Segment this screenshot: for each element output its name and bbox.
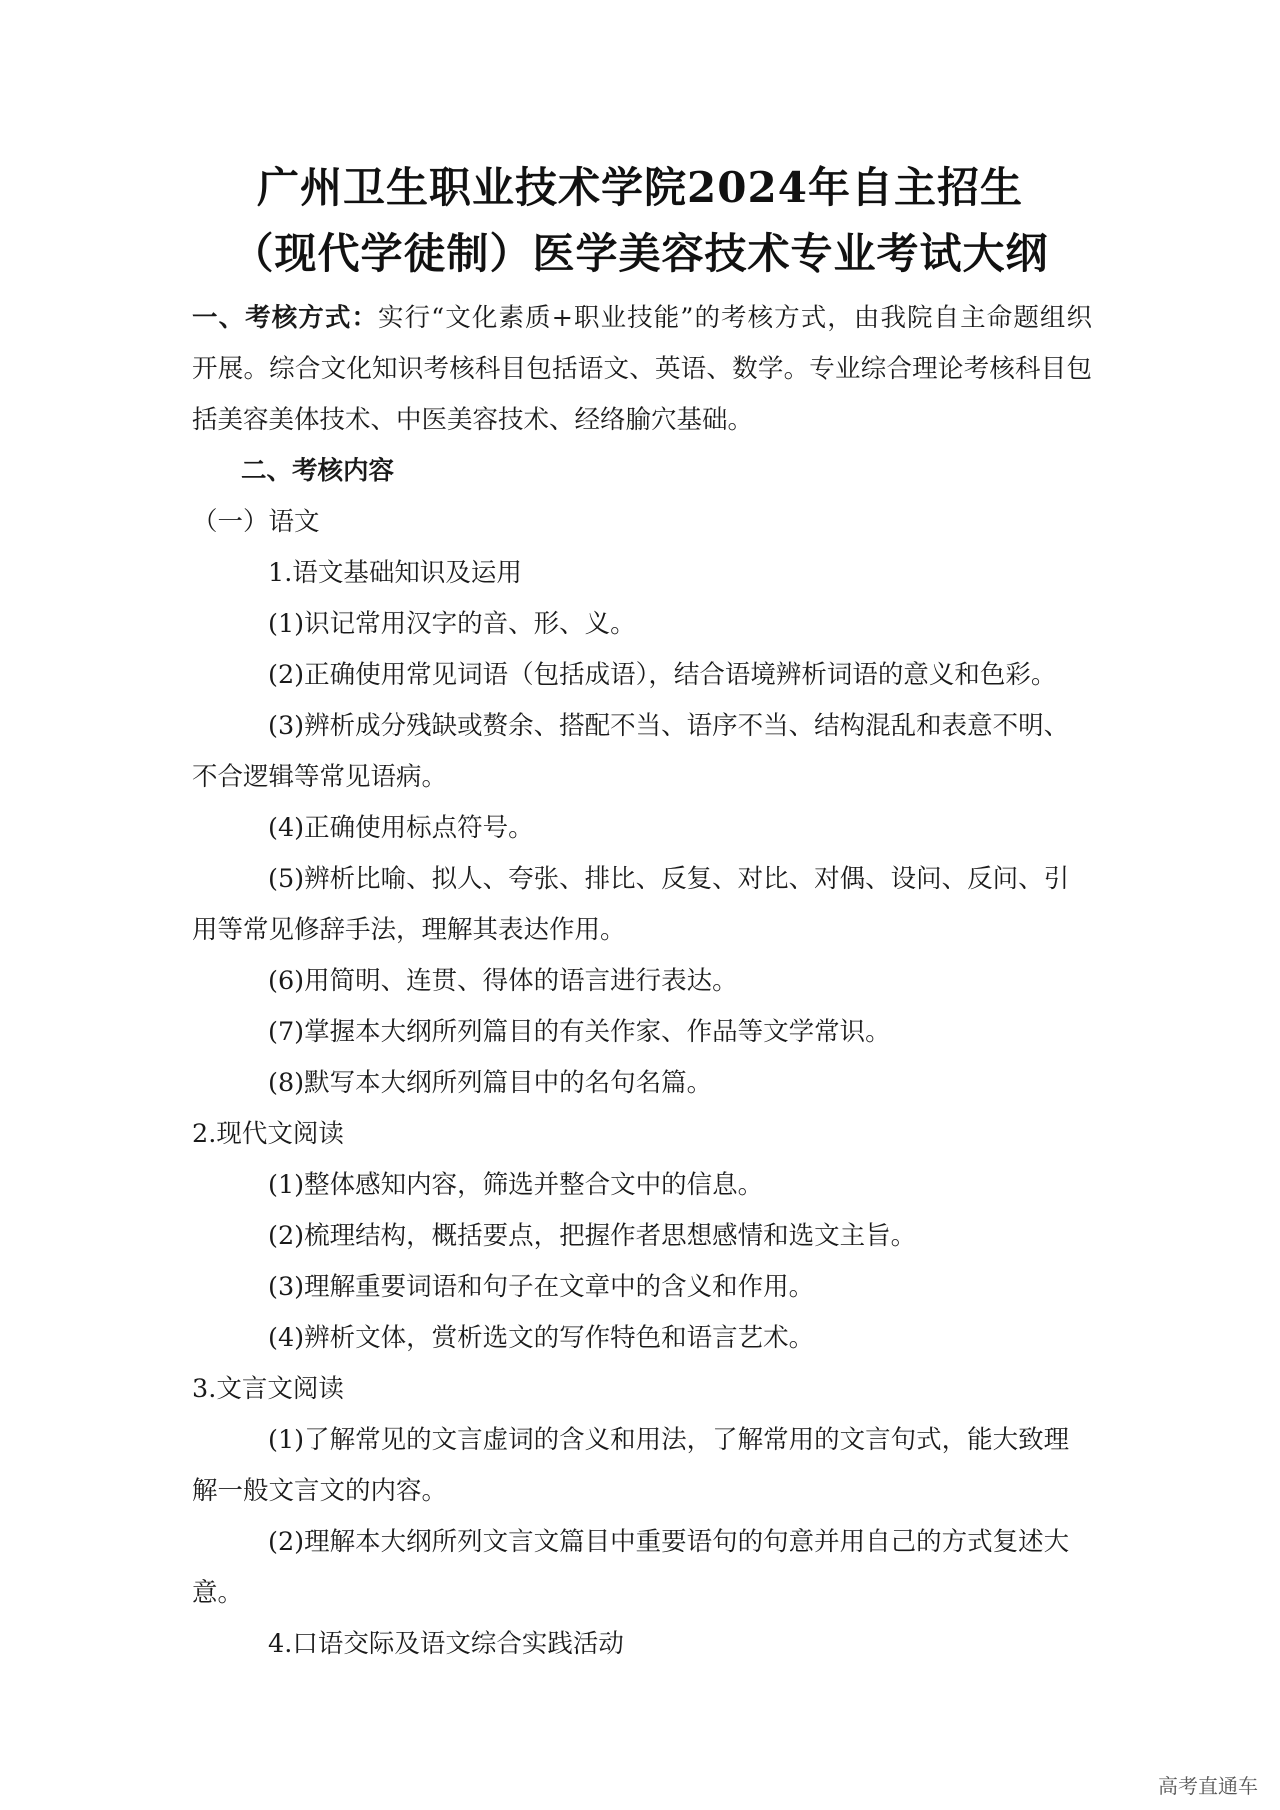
part-2-item-2: (2)梳理结构，概括要点，把握作者思想感情和选文主旨。 — [268, 1221, 917, 1251]
section-1-label: 一、考核方式： — [192, 303, 379, 333]
chinese-heading: （一）语文 — [192, 507, 320, 537]
part-1-item-1: (1)识记常用汉字的音、形、义。 — [268, 609, 636, 639]
section-1-line-1-text: 实行“文化素质+职业技能”的考核方式，由我院自主命题组织 — [378, 303, 1092, 333]
part-1-item-3: (3)辨析成分残缺或赘余、搭配不当、语序不当、结构混乱和表意不明、 — [268, 711, 1070, 741]
part-1-item-4: (4)正确使用标点符号。 — [268, 813, 534, 843]
part-3-item-1: (1)了解常见的文言虚词的含义和用法，了解常用的文言句式，能大致理 — [268, 1425, 1070, 1455]
part-1-item-5: (5)辨析比喻、拟人、夸张、排比、反复、对比、对偶、设问、反问、引 — [268, 864, 1070, 894]
section-1-line-3: 括美容美体技术、中医美容技术、经络腧穴基础。 — [192, 405, 754, 435]
document-title-line-2: （现代学徒制）医学美容技术专业考试大纲 — [231, 229, 1049, 278]
watermark-text: 高考直通车 — [1158, 1774, 1258, 1798]
part-2-item-3: (3)理解重要词语和句子在文章中的含义和作用。 — [268, 1272, 815, 1302]
part-3-item-2: (2)理解本大纲所列文言文篇目中重要语句的句意并用自己的方式复述大 — [268, 1527, 1070, 1557]
part-1-heading: 1.语文基础知识及运用 — [268, 558, 522, 588]
part-3-item-2-cont: 意。 — [192, 1578, 244, 1608]
part-1-item-8: (8)默写本大纲所列篇目中的名句名篇。 — [268, 1068, 713, 1098]
part-1-item-3-cont: 不合逻辑等常见语病。 — [192, 762, 448, 792]
part-4-heading: 4.口语交际及语文综合实践活动 — [268, 1629, 624, 1659]
section-1-line-1 — [192, 301, 1092, 335]
part-3-item-1-cont: 解一般文言文的内容。 — [192, 1476, 448, 1506]
part-1-item-5-cont: 用等常见修辞手法，理解其表达作用。 — [192, 915, 626, 945]
section-1-line-2: 开展。综合文化知识考核科目包括语文、英语、数学。专业综合理论考核科目包 — [192, 354, 1092, 384]
part-2-item-1: (1)整体感知内容，筛选并整合文中的信息。 — [268, 1170, 764, 1200]
document-title-line-1: 广州卫生职业技术学院2024年自主招生 — [257, 163, 1023, 212]
section-2-heading: 二、考核内容 — [241, 456, 395, 486]
part-3-heading: 3.文言文阅读 — [192, 1374, 344, 1404]
part-1-item-6: (6)用简明、连贯、得体的语言进行表达。 — [268, 966, 738, 996]
part-1-item-7: (7)掌握本大纲所列篇目的有关作家、作品等文学常识。 — [268, 1017, 891, 1047]
part-1-item-2: (2)正确使用常见词语（包括成语），结合语境辨析词语的意义和色彩。 — [268, 660, 1057, 690]
part-2-item-4: (4)辨析文体，赏析选文的写作特色和语言艺术。 — [268, 1323, 815, 1353]
part-2-heading: 2.现代文阅读 — [192, 1119, 344, 1149]
